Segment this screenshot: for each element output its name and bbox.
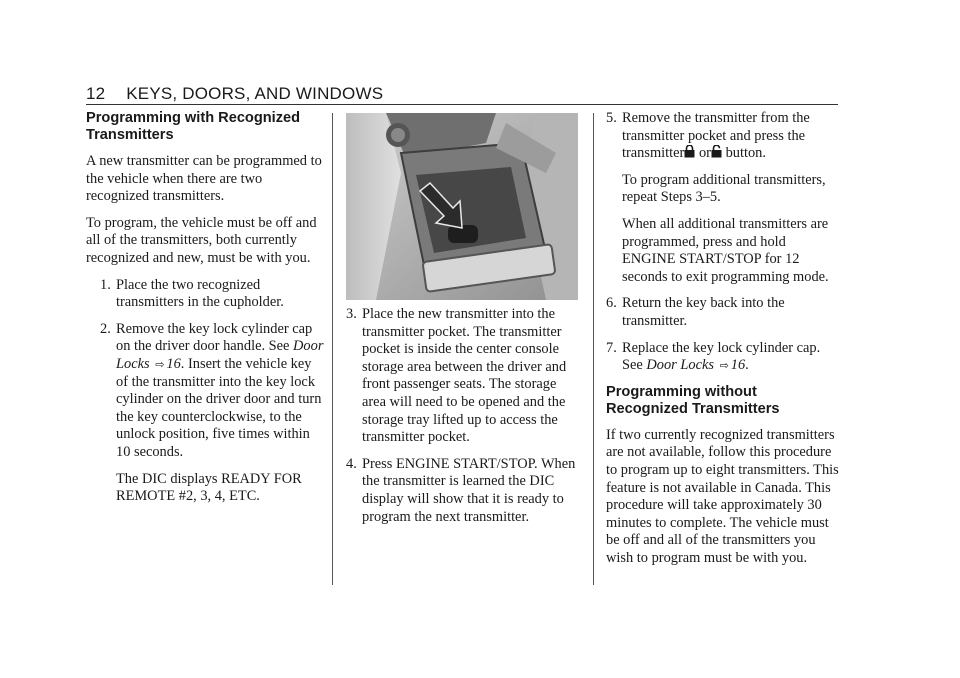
intro-paragraph-1: A new transmitter can be programmed to the vehicle when there are two recognized transmitters. [86,153,322,205]
xref-page: 16 [730,357,746,374]
step-number: 4. [346,455,357,472]
step-number: 1. [100,276,111,293]
step-7 [606,340,842,375]
step-3 [346,306,581,447]
column-3 [606,110,842,576]
lock-button-icon [684,145,695,163]
step-2-note: The DIC displays READY FOR REMOTE #2, 3, 4, ETC. [116,470,302,505]
xref-page: 16 [166,355,181,372]
section-title: KEYS, DOORS, AND WINDOWS [126,84,384,103]
step-text: Press ENGINE START/STOP. When the transmitter is learned the DIC display will show that it is ready to program the next transmitter. [362,455,576,525]
column-2 [346,306,581,535]
step-5 [606,110,842,163]
step-number: 3. [346,306,357,322]
page-reference-icon: ⇨ [719,359,729,373]
column-1 [86,110,326,515]
without-recognized-paragraph: If two currently recognized transmitters are not available, follow this procedure to program up to eight transmitters. This feature is not available in Canada. This procedure will take approximately 30 minutes to complete. The vehicle must be off and all of the transmitters you wish to program must be with you. [606,426,839,566]
step-1 [86,277,326,312]
xref-title: Door Locks [646,357,714,374]
column-divider-1 [332,113,333,585]
step-5-note-1: To program additional transmitters, repeat Steps 3–5. [622,171,826,206]
step-text-cont: . Insert the vehicle key of the transmitter into the key lock cylinder on the driver door and turn the key counterclockwise, to the unlock position, five times within 10 seconds. [116,355,322,460]
door-locks-link[interactable] [646,357,745,373]
step-text: Replace the key lock cylinder cap. See [622,339,821,374]
step-text-cont: button. [725,145,766,162]
step-6 [606,295,842,330]
step-number: 7. [606,339,617,356]
header-rule [86,104,838,105]
step-4 [346,456,581,526]
xref-title: Door Locks [116,338,324,372]
unlock-button-icon [711,145,722,163]
or-text: or [698,145,711,162]
step-number: 6. [606,295,617,312]
step-number: 2. [100,320,111,337]
step-text: Remove the key lock cylinder cap on the driver door handle. See [116,320,313,355]
intro-paragraph-2: To program, the vehicle must be off and all of the transmitters, both currently recognized and new, must be with you. [86,214,317,266]
console-transmitter-pocket-photo [346,113,578,300]
step-text: Return the key back into the transmitter. [622,295,785,329]
step-text: Place the two recognized transmitters in the cupholder. [116,276,284,311]
step-text: Remove the transmitter from the transmitter pocket and press the transmitter [622,110,810,162]
page-reference-icon: ⇨ [155,357,165,371]
page-number: 12 [86,84,106,103]
step-5-note-2: When all additional transmitters are programmed, press and hold ENGINE START/STOP for 12 seconds to exit programming mode. [622,215,829,285]
column-divider-2 [593,113,594,585]
step-number: 5. [606,110,617,126]
step-2 [86,321,326,462]
step-text-cont: . [745,357,749,374]
page-header [86,84,383,104]
step-text: Place the new transmitter into the transmitter pocket. The transmitter pocket is inside the center console storage area between the driver and front passenger seats. The storage area will need to be opened and the storage tray lifted up to access the transmitter pocket. [362,306,567,446]
section-heading-without-recognized: Programming without Recognized Transmitters [606,383,780,417]
section-heading-recognized: Programming with Recognized Transmitters [86,110,301,143]
